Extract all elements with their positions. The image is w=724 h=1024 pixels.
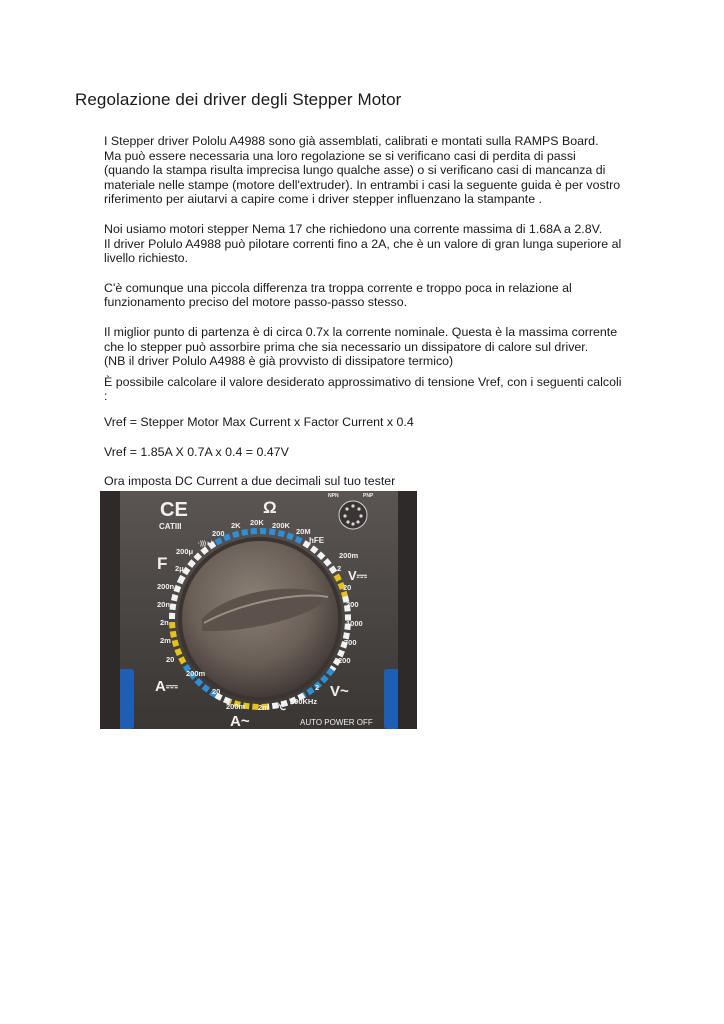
ring-segment [176, 586, 178, 592]
ring-segment [296, 539, 302, 542]
range-label: 200m [226, 702, 246, 711]
range-label: 200 [346, 600, 359, 609]
range-label: 2 [337, 564, 342, 573]
range-label: 2n [160, 618, 169, 627]
ring-segment [319, 554, 323, 558]
ring-segment [216, 540, 221, 543]
ring-segment [344, 592, 345, 596]
ring-segment [331, 567, 334, 572]
ring-segment [269, 531, 275, 532]
ring-segment [336, 575, 339, 580]
paragraph: I Stepper driver Pololu A4988 sono già assemblati, calibrati e montati sulla RAMPS Board. [104, 134, 599, 148]
range-label: 2m [258, 703, 269, 712]
range-label: 1000 [346, 619, 363, 628]
range-label: 20n [157, 600, 170, 609]
left-panel-shadow [100, 491, 120, 729]
ring-segment [197, 680, 201, 684]
ring-segment [185, 569, 188, 574]
ring-segment [325, 560, 329, 565]
ring-segment [287, 535, 293, 537]
range-label: 200 [338, 656, 351, 665]
range-label: 20K [250, 518, 264, 527]
ring-segment [175, 640, 177, 646]
paragraph: C'è comunque una piccola differenza tra troppa corrente e troppo poca in relazione al funzionamento preciso del motore passo-passo stesso. [104, 280, 572, 310]
ring-segment [174, 595, 175, 601]
capacitance-label: F [157, 554, 168, 573]
range-label: 20 [343, 583, 352, 592]
ring-segment [278, 533, 284, 534]
ring-segment [196, 555, 200, 559]
range-label: 2μ [175, 564, 184, 573]
ring-segment [180, 576, 183, 581]
ring-segment [312, 548, 317, 552]
hfe-label: hFE [309, 536, 325, 545]
ring-segment [233, 534, 239, 536]
range-label: 200KHz [290, 697, 318, 706]
range-label: 200 [212, 529, 225, 538]
ring-segment [180, 582, 181, 583]
ring-segment [177, 649, 179, 655]
right-blue-bumper [384, 669, 400, 729]
ring-segment [190, 561, 194, 566]
paragraph: Ora imposta DC Current a due decimali sul tuo tester [104, 474, 396, 489]
ring-segment [224, 536, 230, 538]
ring-segment [322, 677, 326, 681]
ring-segment [332, 667, 334, 670]
multimeter-photo [100, 491, 417, 729]
paragraph: (NB il driver Polulo A4988 è già provvisto di dissipatore termico) [104, 354, 454, 369]
page-title: Regolazione dei driver degli Stepper Motor [75, 90, 402, 109]
ohm-symbol: Ω [263, 498, 277, 517]
paragraph: È possibile calcolare il valore desiderato approssimativo di tensione Vref, con i seguenti calcoli : [104, 374, 622, 404]
npn-label: NPN [328, 493, 339, 499]
ring-segment [181, 658, 184, 663]
range-label: 200K [272, 521, 290, 530]
document-body [104, 134, 624, 489]
formula: Vref = Stepper Motor Max Current x Factor Current x 0.4 [104, 414, 414, 429]
range-label: 700 [344, 638, 357, 647]
dc-voltage-label: V⎓ [348, 568, 368, 583]
range-label: 2K [231, 521, 241, 530]
right-panel-shadow [398, 491, 417, 729]
ring-segment [308, 689, 313, 693]
range-label: 20 [166, 655, 175, 664]
range-label: 2 [315, 683, 320, 692]
range-label: 200m [339, 551, 359, 560]
range-label: 200μ [176, 547, 194, 556]
range-label: 200n [157, 582, 175, 591]
paragraph: Il driver Polulo A4988 può pilotare correnti fino a 2A, che è un valore di gran lunga superiore al livello richiesto. [104, 236, 622, 266]
ring-segment [328, 669, 332, 674]
paragraph: Noi usiamo motori stepper Nema 17 che richiedono una corrente massima di 1.68A a 2.8V. [104, 221, 603, 236]
cat-rating: CATIII [159, 522, 182, 531]
ring-segment [203, 686, 208, 690]
range-label: 20 [212, 687, 221, 696]
ce-mark: CE [160, 499, 188, 521]
ac-current-label: A~ [230, 713, 250, 729]
range-label: 2m [160, 636, 171, 645]
formula: Vref = 1.85A X 0.7A x 0.4 = 0.47V [104, 444, 289, 459]
ring-segment [304, 694, 305, 695]
pnp-label: PNP [363, 493, 374, 499]
paragraph: Il miglior punto di partenza è di circa 0.7x la corrente nominale. Questa è la massima corrente che lo stepper può assorbire prima che sia necessario un dissipatore di calore sul driver. [104, 324, 618, 354]
ac-voltage-label: V~ [330, 683, 349, 700]
ring-segment [172, 604, 173, 610]
ring-segment [242, 532, 248, 533]
left-blue-bumper [118, 669, 134, 729]
ring-segment [202, 549, 207, 553]
diode-continuity-label: ·))) ▸| [198, 541, 213, 547]
ring-segment [173, 631, 174, 637]
paragraph: Ma può essere necessaria una loro regolazione se si verificano casi di perdita di passi (quando la stampa risulta imprecisa lungo qualche asse) o si verificano casi di mancanza di materiale nelle stampe (motore dell'extruder). In entrambi i casi la seguente guida è per vostro riferimento per aiutarvi a capire come i driver stepper influenzano la stampante . [104, 148, 621, 207]
temperature-label: ℃ [276, 702, 287, 712]
dc-current-label: A⎓ [155, 678, 178, 695]
range-label: 200m [186, 669, 206, 678]
range-label: 20M [296, 527, 311, 536]
auto-power-off-label: AUTO POWER OFF [300, 718, 373, 727]
